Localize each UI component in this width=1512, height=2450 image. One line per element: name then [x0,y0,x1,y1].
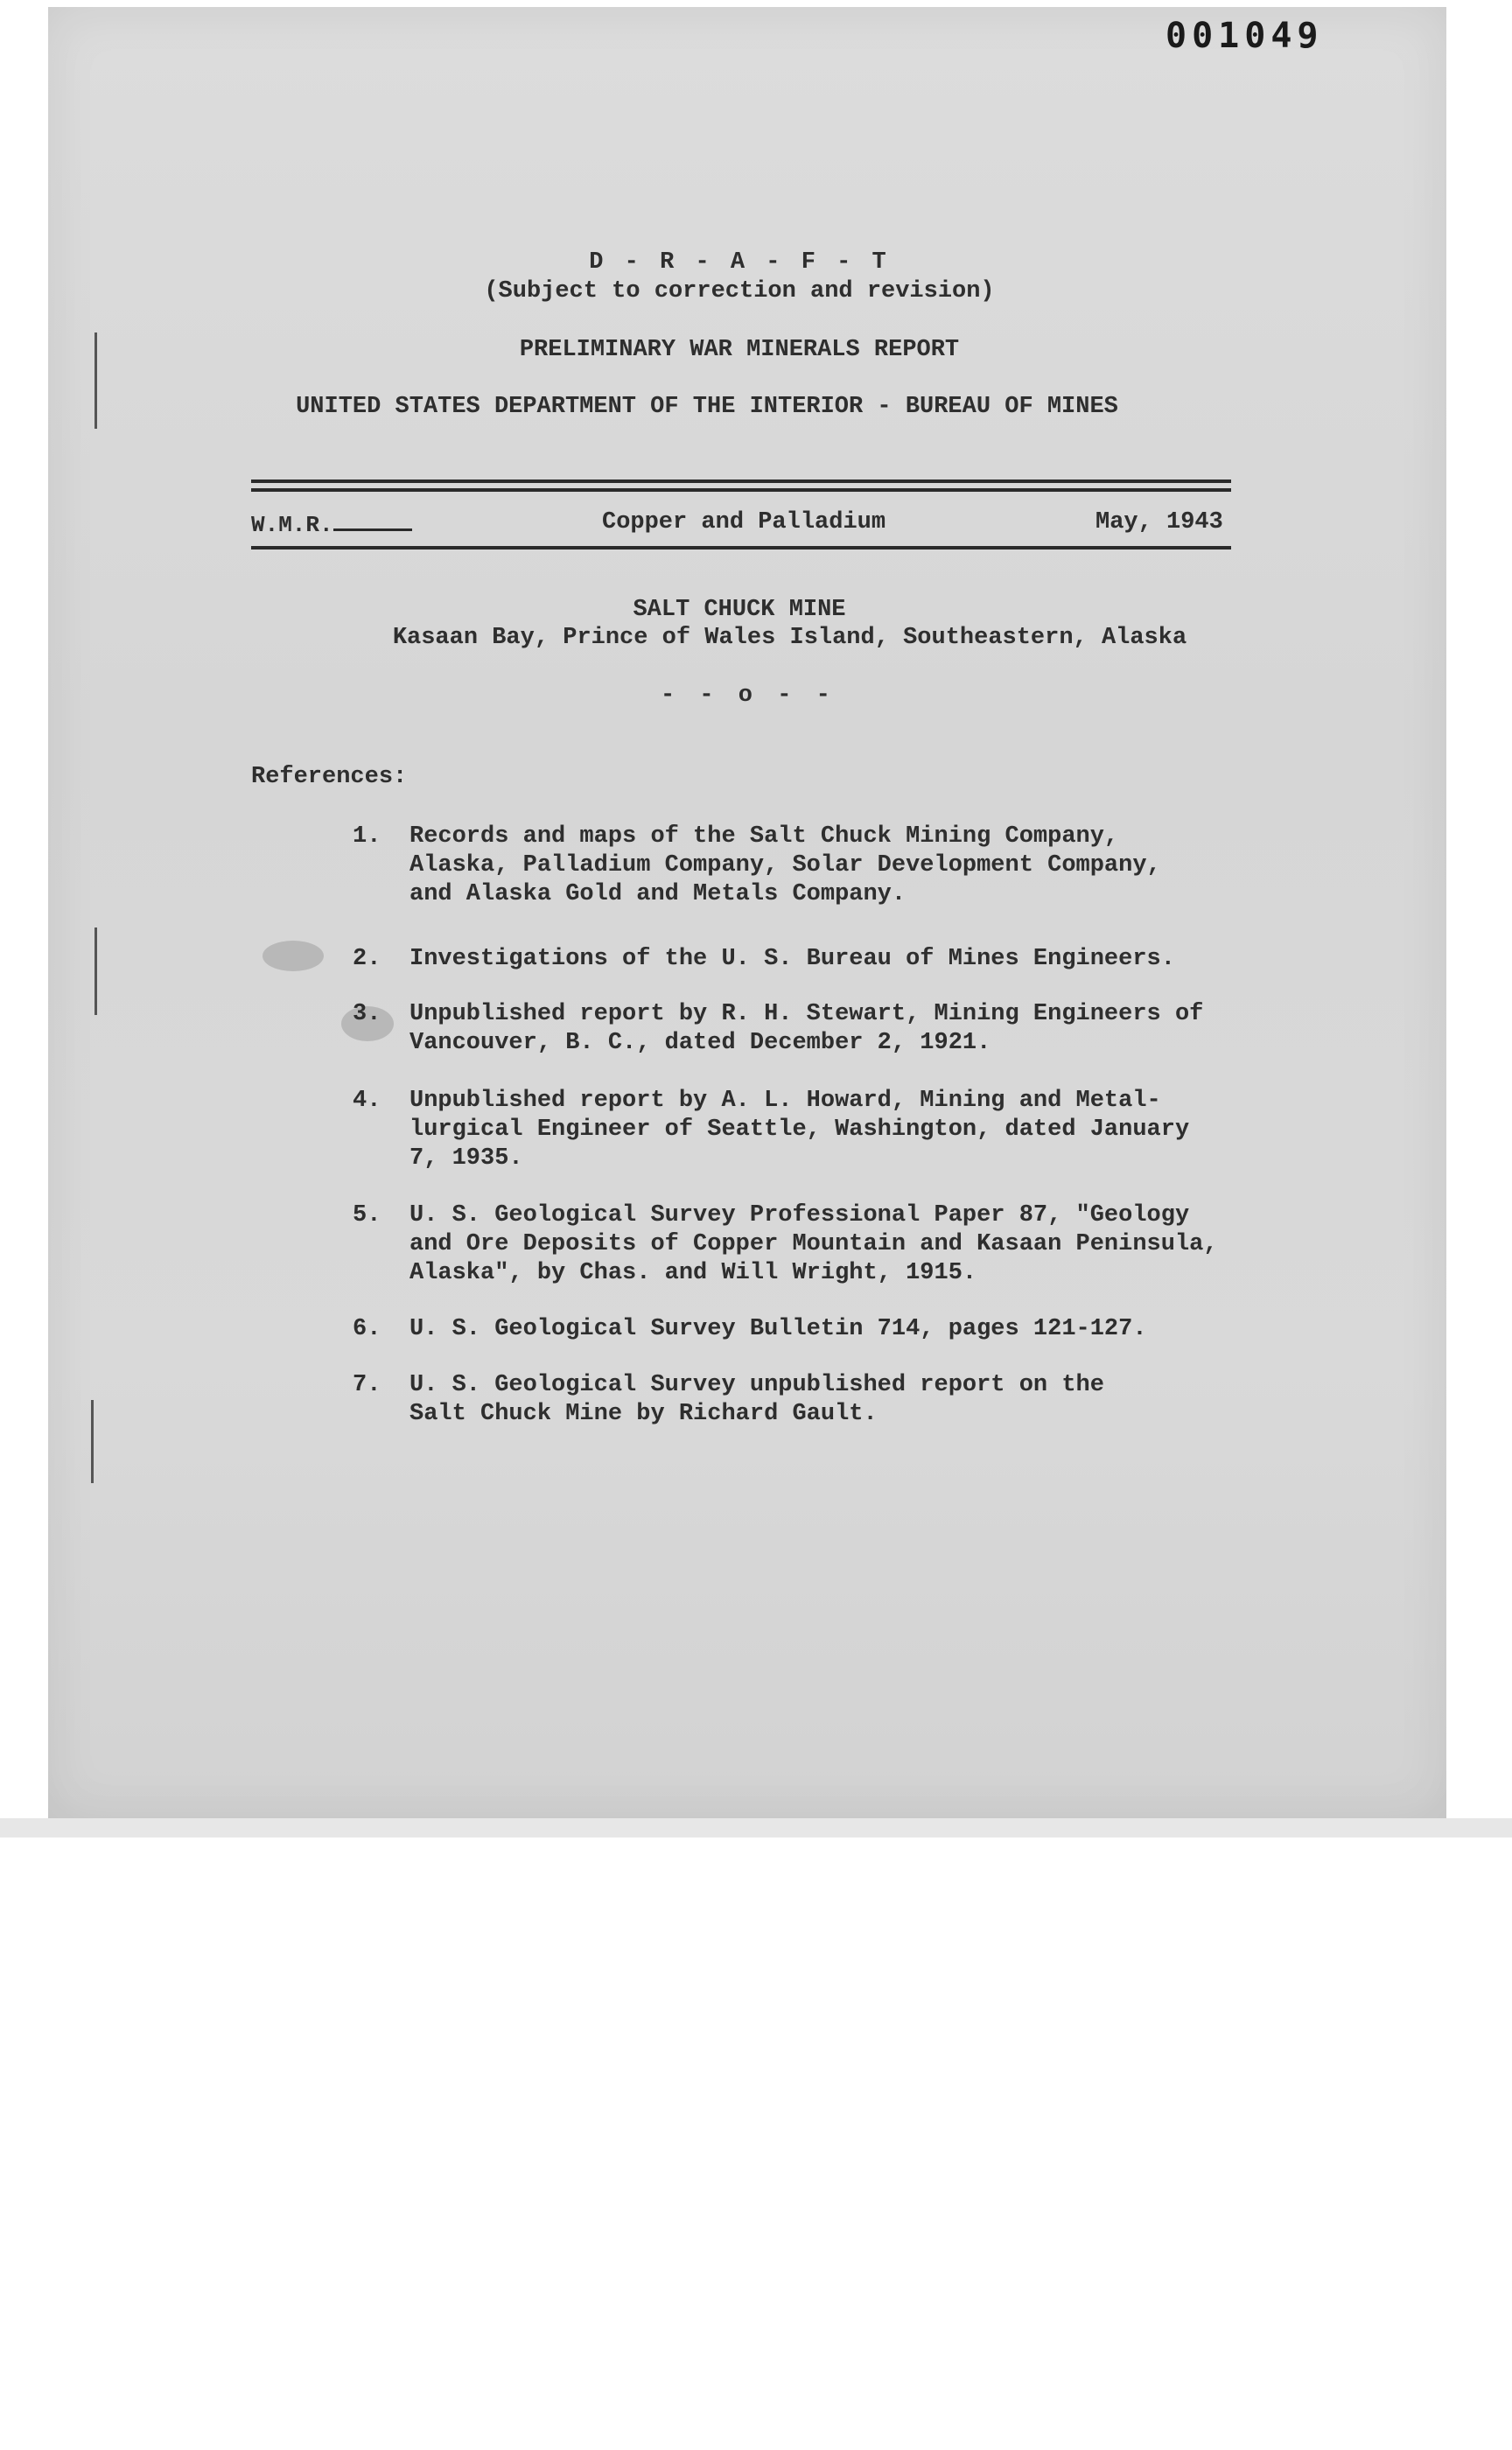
margin-mark-2 [94,928,97,1015]
report-date: May, 1943 [1096,509,1223,536]
reference-text: U. S. Geological Survey Professional Paper 87, "Geology and Ore Deposits of Copper Mountain and Kasaan Peninsula, Alaska", by Chas. and Will Wright, 1915. [410,1202,1218,1286]
reference-text: Unpublished report by A. L. Howard, Mining and Metal- lurgical Engineer of Seattle, Washington, dated January 7, 1935. [410,1088,1190,1172]
reference-number: 7. [353,1372,382,1398]
document-number: 001049 [1166,16,1324,56]
section-separator: - - o - - [661,682,836,709]
report-type: PRELIMINARY WAR MINERALS REPORT [519,337,960,363]
reference-number: 6. [353,1316,382,1342]
reference-text: U. S. Geological Survey unpublished report on the Salt Chuck Mine by Richard Gault. [410,1372,1104,1427]
reference-number: 1. [353,823,382,850]
wmr-field [251,509,412,538]
department-line: UNITED STATES DEPARTMENT OF THE INTERIOR - BUREAU OF MINES [296,394,1118,420]
reference-text: U. S. Geological Survey Bulletin 714, pages 121-127. [410,1316,1147,1342]
references-heading: References: [251,764,408,790]
header-rule-bottom [251,546,1231,550]
margin-mark-3 [91,1400,94,1483]
scan-bottom-edge [0,1818,1512,1838]
reference-text: Unpublished report by R. H. Stewart, Mining Engineers of Vancouver, B. C., dated December 2, 1921. [410,1001,1204,1056]
reference-number: 4. [353,1088,382,1114]
wmr-blank-line [333,509,412,531]
mine-location: Kasaan Bay, Prince of Wales Island, Southeastern, Alaska [392,625,1187,651]
reference-text: Investigations of the U. S. Bureau of Mines Engineers. [410,946,1175,972]
reference-text: Records and maps of the Salt Chuck Mining Company, Alaska, Palladium Company, Solar Development Company, and Alaska Gold and Metals Company. [410,823,1161,907]
draft-subtitle: (Subject to correction and revision) [484,278,995,304]
reference-number: 2. [353,946,382,972]
reference-number: 3. [353,1001,382,1027]
draft-title: D - R - A - F - T [589,249,890,276]
commodity: Copper and Palladium [602,509,886,536]
reference-number: 5. [353,1202,382,1228]
ink-smudge [262,941,324,971]
wmr-label: W.M.R. [251,512,333,538]
header-rule-top [251,480,1231,483]
margin-mark-1 [94,332,97,429]
mine-name: SALT CHUCK MINE [633,597,846,623]
header-rule-top-second [251,488,1231,492]
